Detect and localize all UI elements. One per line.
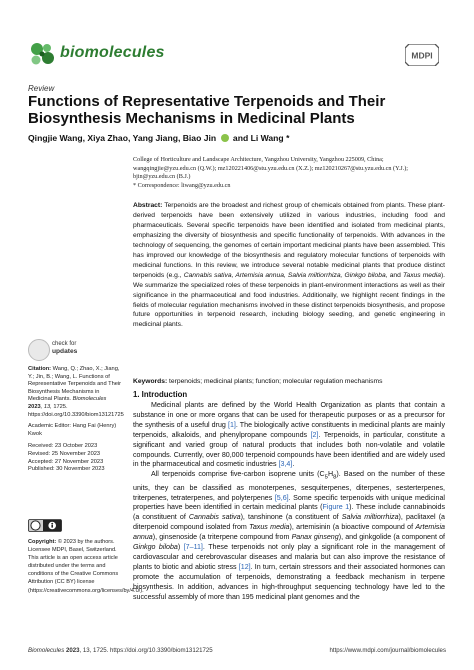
journal-name: biomolecules	[60, 44, 165, 61]
check-updates-line2: updates	[52, 348, 78, 355]
introduction-body	[133, 401, 445, 603]
abstract-text: ). We summarize the specialized roles of these terpenoids in plant-environment interactions as well as their significance in the pharmaceutical and food industries. Additionally, we highlight recent findings in the fields of molecular regulation mechanisms involved in these distinct terpenoids biosynthesis, and propose future opportunities in terpenoid research, including biology seeding, and genetic engineering in medicinal plants.	[133, 271, 446, 329]
mdpi-logo-text: MDPI	[411, 50, 433, 61]
reference-link[interactable]: [2]	[310, 430, 319, 439]
keywords	[133, 378, 445, 385]
keywords-text: terpenoids; medicinal plants; function; molecular regulation mechanisms	[167, 378, 383, 385]
copyright-notice: Copyright: © 2023 by the authors. Licensee MDPI, Basel, Switzerland. This article is an open access article distributed under the terms and conditions of the Creative Commons Attribution (CC BY) license (https://creativecommons.org/licenses/by/4.0/).	[28, 539, 144, 594]
journal-logo-icon	[28, 40, 56, 68]
abstract-species: Taxus media	[403, 271, 441, 279]
academic-editor: Academic Editor: Hang Fai (Henry) Kwok	[28, 423, 117, 437]
reference-link[interactable]: [1]	[227, 420, 236, 429]
affiliation-emails[interactable]: wangqingjie@yzu.edu.cn (Q.W.); mz120221406@stu.yzu.edu.cn (X.Z.); mz120210267@stu.yzu.edu.cn (Y.J.);	[133, 164, 409, 172]
author-list	[28, 133, 448, 143]
journal-url-link[interactable]: https://www.mdpi.com/journal/biomolecules	[329, 647, 446, 654]
reference-link[interactable]: [3,4]	[278, 460, 293, 469]
abstract	[133, 201, 445, 330]
abstract-species: Cannabis sativa, Artemisia annua, Salvia miltiorrhiza, Ginkgo biloba,	[183, 271, 388, 279]
figure-link[interactable]: Figure 1	[322, 503, 350, 512]
correspondence[interactable]: * Correspondence: liwang@yzu.edu.cn	[133, 181, 231, 189]
footer-citation: Biomolecules 2023, 13, 1725. https://doi.org/10.3390/biom13121725	[28, 647, 213, 654]
affiliations	[133, 156, 445, 190]
abstract-text: and	[387, 271, 403, 279]
mdpi-logo	[405, 44, 439, 66]
date-revised: Revised: 25 November 2023	[28, 450, 101, 457]
abstract-label: Abstract:	[133, 202, 163, 209]
affiliation-emails[interactable]: bjin@yzu.edu.cn (B.J.)	[133, 173, 191, 181]
check-updates-line1: check for	[52, 341, 77, 347]
article-title: Functions of Representative Terpenoids and Their Biosynthesis Mechanisms in Medicinal Plants	[28, 93, 386, 127]
check-updates-icon	[28, 339, 50, 361]
cc-by-license-icon[interactable]	[28, 519, 62, 532]
date-received: Received: 23 October 2023	[28, 443, 98, 450]
reference-link[interactable]: [12]	[238, 562, 251, 571]
reference-link[interactable]: [7–11]	[183, 543, 203, 552]
page-footer	[28, 647, 446, 654]
citation: Citation: Wang, Q.; Zhao, X.; Jiang, Y.; Jin, B.; Wang, L. Functions of Representative Terpenoids and Their Biosynthesis Mechanisms in Medicinal Plants. Biomolecules 2023, 13, 1725. https://doi.org/10.3390/biom13121725	[28, 366, 124, 418]
authors-part2: and Li Wang *	[230, 133, 290, 143]
date-accepted: Accepted: 27 November 2023	[28, 458, 104, 465]
article-type: Review	[28, 84, 55, 93]
section-heading: 1. Introduction	[133, 390, 188, 399]
authors-part1: Qingjie Wang, Xiya Zhao, Yang Jiang, Biao Jin	[28, 133, 219, 143]
paragraph: All terpenoids comprise five-carbon isoprene units $(C_5H_8)$. Based on the number of these units, they can be classified as monoterpenes, sesquiterpenes, diterpenes, sesterterpenes, triterpenes, tetraterpenes, and polyterpenes [5,6]. Some specific terpenoids with unique medicinal properties have been identified in certain medicinal plants (Figure 1). These include cannabinoids (a constituent of Cannabis sativa), tanshinone (a constituent of Salvia miltiorrhiza), paclitaxel (a diterpenoid compound isolated from Taxus media), artemisinin (a bioactive compound of Artemisia annua), ginsenoside (a triterpene compound from Panax ginseng), and ginkgolide (a component of Ginkgo biloba) [7–11]. These terpenoids not only play a significant role in the management of cardiovascular and cerebrovascular diseases and malaria but can also improve the resistance of plants to biotic and abiotic stress [12]. In turn, certain stressors and their associated hormones can promote the accumulation of terpenoids, demonstrating a feedback mechanism in terpene biosynthesis. In addition, advances in high-throughput sequencing technology have led to the successful assembly of more than 195 medicinal plant genomes and the	[133, 470, 445, 601]
orcid-icon[interactable]	[221, 134, 229, 142]
reference-link[interactable]: [5,6]	[274, 493, 289, 502]
paragraph: Medicinal plants are defined by the World Health Organization as plants that contain a substance in one or more organs that can be used for therapeutic purposes or as a precursor for the synthesis of a useful drug [1]. The biologically active constituents in medicinal plants are mainly terpenoids, alkaloids, and phenylpropane compounds [2]. Terpenoids, in particular, constitute a significant and varied group of natural products that includes both non-volatile and volatile compounds. Currently, over 80,000 terpenoid compounds have been identified and are widely used in the pharmaceutical and cosmetic industries [3,4].	[133, 401, 445, 469]
abstract-text: Terpenoids are the broadest and richest group of chemicals obtained from plants. These plant-derived terpenoids have been extensively utilized in various industries, including food and pharmaceuticals. Several specific terpenoids have been identified and isolated from medicinal plants, emphasizing the diversity of biosynthesis and specific functionality of terpenoids. With advances in the technology of sequencing, the genomes of certain important medicinal plants have been assembled. This has improved our knowledge of the biosynthesis and regulatory molecular functions of terpenoids with medicinal functions. In this review, we introduce several notable medicinal plants that produce distinct terpenoids (e.g.,	[133, 202, 445, 279]
check-for-updates-button[interactable]	[28, 339, 98, 361]
article-info	[28, 366, 122, 474]
affiliation-line: College of Horticulture and Landscape Architecture, Yangzhou University, Yangzhou 225009, China;	[133, 156, 384, 163]
keywords-label: Keywords:	[133, 378, 168, 385]
date-published: Published: 30 November 2023	[28, 466, 105, 473]
